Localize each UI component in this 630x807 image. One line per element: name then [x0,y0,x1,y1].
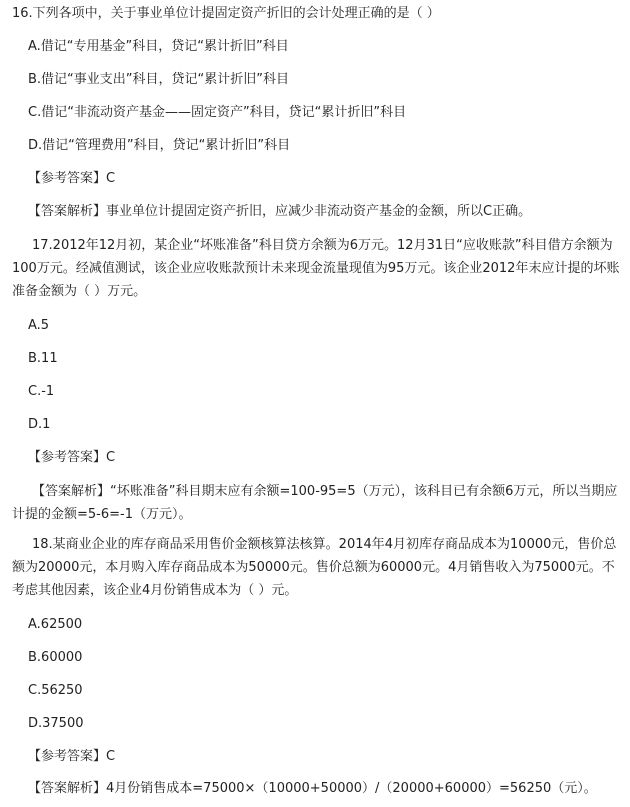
q16-answer [28,169,624,189]
analysis-text: 事业单位计提固定资产折旧，应减少非流动资产基金的金额，所以C正确。 [106,204,532,219]
analysis-label: 【答案解析】 [32,484,111,499]
q16-option-a: A.借记“专用基金”科目，贷记“累计折旧”科目 [28,39,289,54]
analysis-label: 【答案解析】 [28,781,107,796]
analysis-text: “坏账准备”科目期末应有余额=100-95=5（万元），该科目已有余额6万元，所以当期应计提的金额=5-6=-1（万元）。 [12,484,618,522]
q17-option-b: B.11 [28,351,58,366]
q18-option-a: A.62500 [28,617,83,632]
analysis-label: 【答案解析】 [28,204,107,219]
q18-analysis [28,779,624,799]
q16-option-c: C.借记“非流动资产基金——固定资产”科目，贷记“累计折旧”科目 [28,105,407,120]
analysis-text: 4月份销售成本=75000×（10000+50000）/（20000+60000）=56250（元）。 [106,781,597,796]
q17-option-a: A.5 [28,318,50,333]
q16-stem: 16.下列各项中，关于事业单位计提固定资产折旧的会计处理正确的是（ ） [12,6,440,21]
answer-value: C [106,749,116,764]
q18-option-d: D.37500 [28,716,84,731]
q16-option-d: D.借记“管理费用”科目，贷记“累计折旧”科目 [28,138,291,153]
answer-value: C [106,171,116,186]
q18-option-c: C.56250 [28,683,83,698]
answer-label: 【参考答案】 [28,171,107,186]
q17-option-d: D.1 [28,417,51,432]
answer-label: 【参考答案】 [28,749,107,764]
q17-option-c: C.-1 [28,384,55,399]
q18-option-b: B.60000 [28,650,83,665]
q17-stem: 17.2012年12月初，某企业“坏账准备”科目贷方余额为6万元。12月31日“应收账款”科目借方余额为100万元。经减值测试，该企业应收账款预计未来现金流量现值为95万元。该企业2012年末应计提的坏账准备金额为（ ）万元。 [12,238,620,299]
answer-label: 【参考答案】 [28,450,107,465]
q17-analysis [12,480,624,526]
q18-stem: 18.某商业企业的库存商品采用售价金额核算法核算。2014年4月初库存商品成本为10000元，售价总额为20000元，本月购入库存商品成本为50000元。售价总额为60000元。4月销售收入为75000元。不考虑其他因素，该企业4月份销售成本为（ ）元。 [12,537,617,598]
q16-analysis [28,202,624,222]
q17-answer [28,448,624,468]
q18-answer [28,747,624,767]
answer-value: C [106,450,116,465]
q16-option-b: B.借记“事业支出”科目，贷记“累计折旧”科目 [28,72,289,87]
